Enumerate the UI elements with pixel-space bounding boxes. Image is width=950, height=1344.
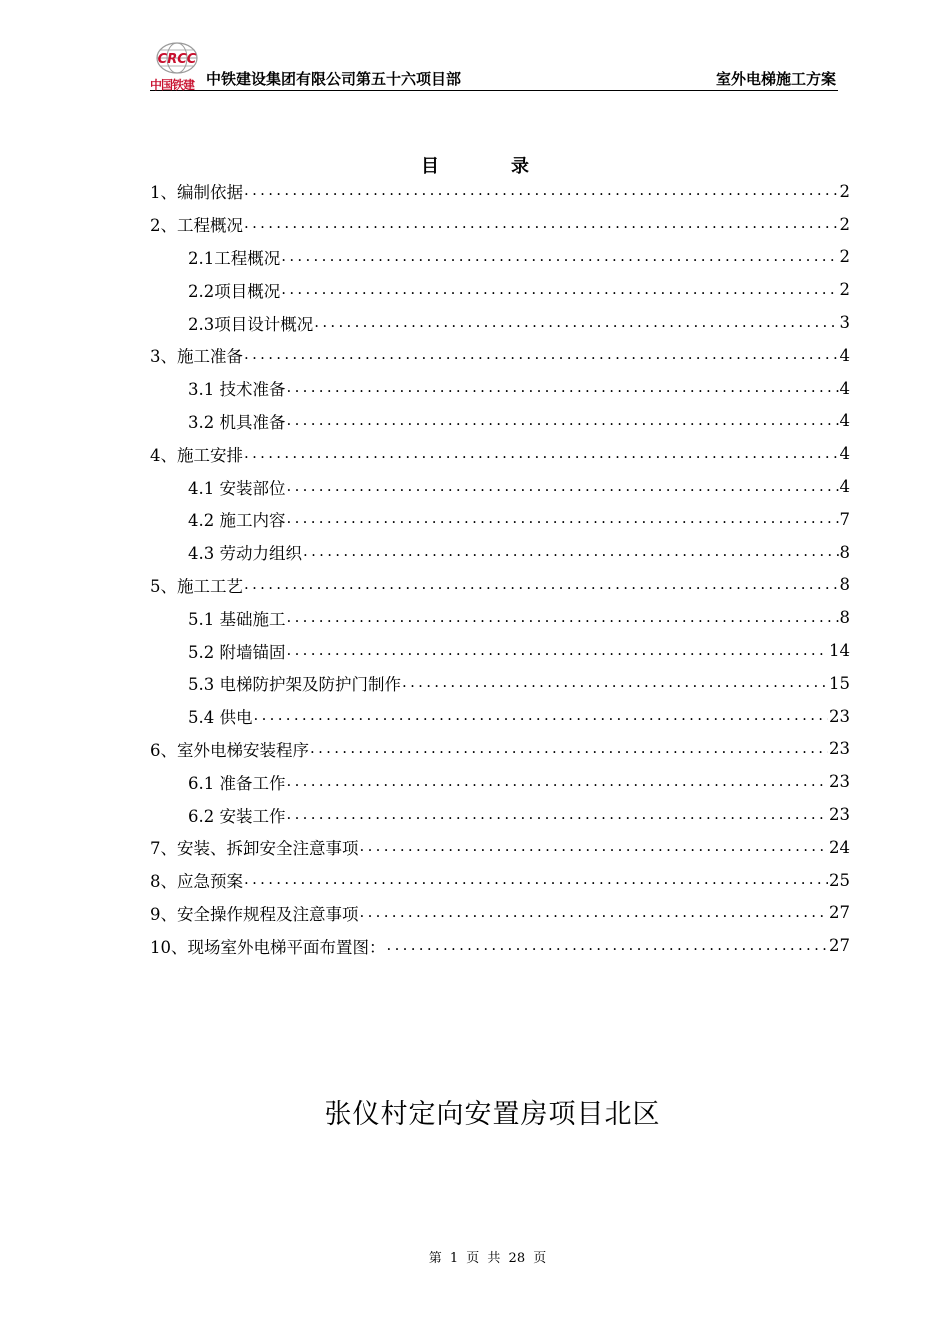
toc-leader-dots [244,870,828,888]
toc-entry-label: 5.4 供电 [188,708,253,728]
toc-entry-page: 24 [829,837,850,857]
toc-leader-dots [244,575,839,593]
toc-heading-left: 目 [421,156,439,177]
toc-leader-dots [360,837,829,855]
toc-entry-page: 27 [829,936,850,956]
toc-entry[interactable] [150,405,850,438]
toc-entry-page: 15 [829,673,850,693]
toc-entry-page: 23 [829,706,850,726]
toc-entry[interactable] [150,929,850,962]
toc-leader-dots [287,378,839,396]
toc-entry[interactable] [150,765,850,798]
toc-entry-label: 2.1工程概况 [188,248,281,268]
toc-entry[interactable] [150,700,850,733]
toc-entry[interactable] [150,470,850,503]
toc-entry-label: 6、室外电梯安装程序 [150,740,309,760]
toc-entry[interactable] [150,667,850,700]
toc-entry-label: 1、编制依据 [150,183,243,203]
toc-leader-dots [281,247,838,265]
toc-leader-dots [244,214,839,232]
toc-entry-label: 10、现场室外电梯平面布置图： [150,937,386,957]
toc-entry[interactable] [150,175,850,208]
page-header [150,38,838,91]
toc-entry-page: 8 [839,542,850,562]
toc-entry-page: 8 [839,575,850,595]
toc-leader-dots [303,542,839,560]
toc-entry-page: 2 [839,247,850,267]
toc-leader-dots [287,477,839,495]
toc-entry-label: 4.1 安装部位 [188,478,286,498]
toc-leader-dots [287,608,839,626]
toc-entry-page: 4 [839,345,850,365]
toc-entry-label: 3、施工准备 [150,347,243,367]
toc-entry-page: 27 [829,903,850,923]
toc-entry-label: 3.2 机具准备 [188,412,286,432]
toc-entry[interactable] [150,273,850,306]
project-title: 张仪村定向安置房项目北区 [324,1099,661,1130]
toc-leader-dots [287,411,839,429]
toc-leader-dots [287,509,839,527]
toc-entry-label: 2.3项目设计概况 [188,314,314,334]
toc-leader-dots [287,805,829,823]
toc-entry-label: 2.2项目概况 [188,281,281,301]
toc-entry-page: 7 [839,509,850,529]
toc-leader-dots [287,772,829,790]
crcc-logo [150,42,206,90]
toc-entry-page: 2 [839,181,850,201]
toc-leader-dots [287,641,829,659]
toc-leader-dots [387,936,829,954]
toc-entry[interactable] [150,864,850,897]
toc-entry-label: 6.1 准备工作 [188,773,286,793]
toc-entry[interactable] [150,601,850,634]
toc-entry-label: 3.1 技术准备 [188,380,286,400]
toc-entry[interactable] [150,437,850,470]
toc-entry-label: 2、工程概况 [150,216,243,236]
toc-entry[interactable] [150,897,850,930]
toc-entry[interactable] [150,208,850,241]
toc-entry-label: 6.2 安装工作 [188,806,286,826]
toc-entry[interactable] [150,372,850,405]
company-name: 中铁建设集团有限公司第五十六项目部 [206,70,462,88]
toc-entry-label: 7、安装、拆卸安全注意事项 [150,839,359,859]
toc-leader-dots [360,903,829,921]
toc-entry[interactable] [150,339,850,372]
toc-entry-label: 9、安全操作规程及注意事项 [150,904,359,924]
toc-entry-label: 5.3 电梯防护架及防护门制作 [188,675,401,695]
toc-entry-page: 2 [839,280,850,300]
toc-entry[interactable] [150,831,850,864]
toc-leader-dots [310,739,828,757]
toc-entry-page: 23 [829,739,850,759]
toc-heading-right: 录 [511,156,529,177]
toc-leader-dots [244,444,839,462]
toc-entry-page: 23 [829,772,850,792]
page-footer: 第 1 页 共 28 页 [428,1251,547,1266]
toc-entry[interactable] [150,733,850,766]
toc-leader-dots [244,345,839,363]
toc-entry-page: 8 [839,608,850,628]
logo-text: 中国铁建 [150,78,195,92]
toc-leader-dots [244,181,839,199]
header-doc-title: 室外电梯施工方案 [715,70,836,88]
toc-entry-page: 4 [839,378,850,398]
toc-entry-label: 8、应急预案 [150,872,243,892]
logo-mark: CRCC [157,52,197,67]
toc-entry-page: 25 [829,870,850,890]
toc-entry-page: 4 [839,477,850,497]
toc-entry[interactable] [150,569,850,602]
toc-entry-page: 4 [839,411,850,431]
toc-entry-page: 23 [829,805,850,825]
toc-entry[interactable] [150,536,850,569]
toc-entry[interactable] [150,306,850,339]
toc-entry-label: 4、施工安排 [150,445,243,465]
toc-entry-label: 5.1 基础施工 [188,609,286,629]
toc-entry-page: 4 [839,444,850,464]
toc-entry-label: 5、施工工艺 [150,576,243,596]
toc-entry[interactable] [150,798,850,831]
toc-entry[interactable] [150,634,850,667]
toc-leader-dots [254,706,829,724]
toc-entry-label: 4.3 劳动力组织 [188,544,302,564]
toc-entry[interactable] [150,241,850,274]
toc-entry-label: 4.2 施工内容 [188,511,286,531]
toc-entry[interactable] [150,503,850,536]
toc-entry-label: 5.2 附墙锚固 [188,642,286,662]
table-of-contents [150,175,850,962]
toc-entry-page: 3 [839,313,850,333]
toc-leader-dots [314,313,838,331]
toc-entry-page: 14 [829,641,850,661]
globe-icon [154,42,200,76]
toc-leader-dots [281,280,838,298]
toc-leader-dots [402,673,828,691]
toc-entry-page: 2 [839,214,850,234]
